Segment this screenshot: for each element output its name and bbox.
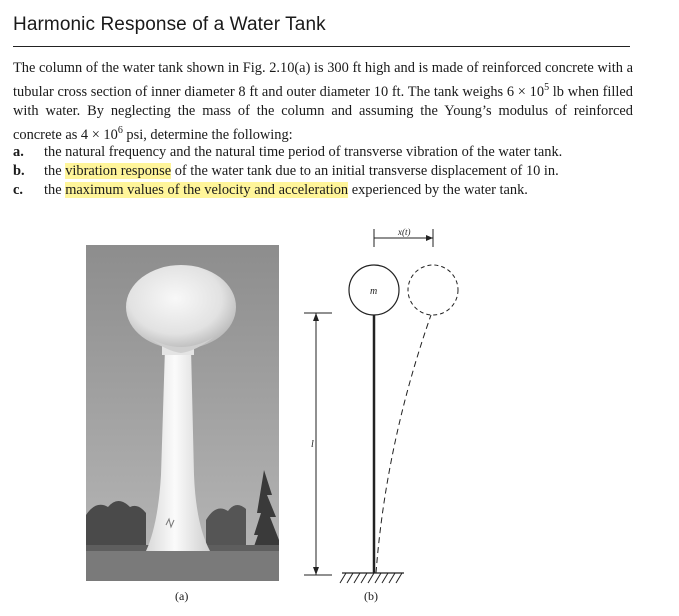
statement-part-1: The column of the water tank shown in Fig. 2.10(a) is 300 ft high and is made of reinforced concrete with a tubular cross section of inner diameter 8 ft and outer diameter 10 ft. The tank weighs 6 × 10: [13, 60, 633, 100]
item-a-text: the natural frequency and the natural time period of transverse vibration of the water tank.: [44, 144, 563, 160]
caption-a: (a): [175, 589, 189, 603]
list-item: [13, 143, 643, 162]
title-divider: [13, 46, 630, 47]
item-b-after: of the water tank due to an initial transverse displacement of 10 in.: [171, 163, 559, 179]
item-b-highlight: vibration response: [65, 163, 172, 179]
item-text-b: [44, 162, 559, 181]
item-text-c: [44, 181, 528, 200]
item-c-before: the: [44, 182, 66, 198]
statement-part-3: psi, determine the following:: [122, 126, 293, 143]
displacement-label: x(t): [398, 227, 411, 237]
item-c-highlight: maximum values of the velocity and acceleration: [65, 182, 349, 198]
statement-part-2: lb when filled with water. By neglecting the mass of the column and assuming the Young’s modulus of reinforced concrete as 4 × 10: [13, 83, 634, 143]
question-list: [13, 143, 643, 200]
item-text-a: [44, 143, 562, 162]
column-diagram: [298, 223, 468, 608]
exponent-6: 6: [117, 124, 123, 136]
list-item: [13, 162, 643, 181]
page-title: Harmonic Response of a Water Tank: [13, 14, 326, 35]
list-item: [13, 181, 643, 200]
item-c-after: experienced by the water tank.: [348, 182, 528, 198]
item-label-a: a.: [13, 144, 24, 160]
mass-label: m: [370, 286, 378, 297]
item-label-c: c.: [13, 182, 23, 198]
problem-statement: [13, 59, 633, 145]
item-label-b: b.: [13, 163, 25, 179]
water-tank-photo: [86, 245, 279, 581]
caption-b: (b): [364, 589, 378, 603]
exponent-5: 5: [544, 82, 550, 93]
item-b-before: the: [44, 163, 66, 179]
length-label: l: [311, 439, 314, 450]
